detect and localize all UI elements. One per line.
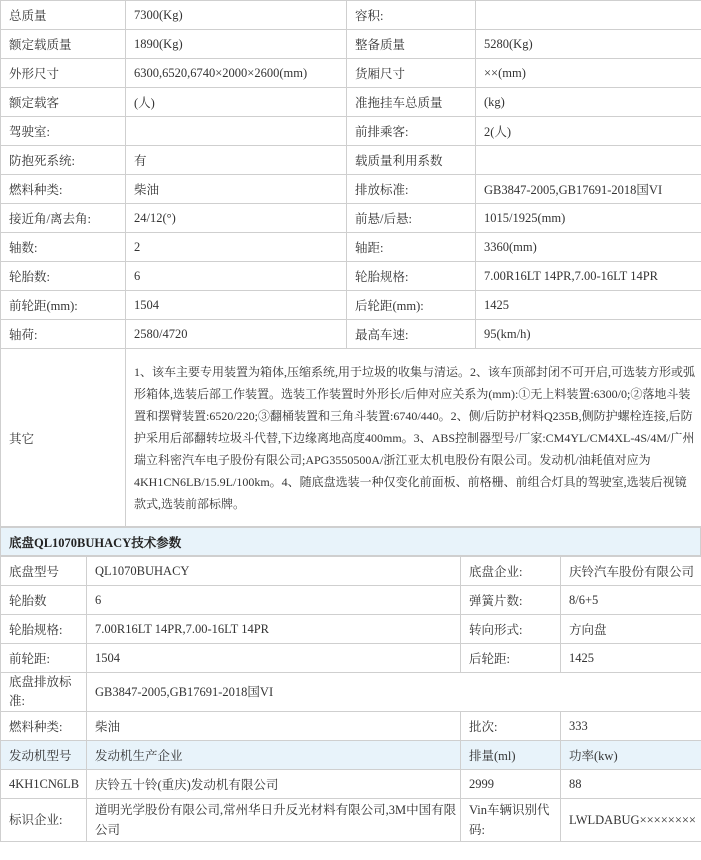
other-label: 其它 (1, 349, 126, 527)
engine-cell: 88 (561, 770, 701, 799)
spec-row (1, 291, 701, 320)
chassis-row (1, 712, 701, 741)
spec-label: 驾驶室: (1, 117, 126, 146)
spec-value: 7.00R16LT 14PR,7.00-16LT 14PR (476, 262, 701, 291)
chassis-label: 轮胎数 (1, 586, 87, 615)
engine-header-cell: 发动机型号 (1, 741, 87, 770)
spec-label: 载质量利用系数 (347, 146, 476, 175)
spec-label: 轴数: (1, 233, 126, 262)
spec-label: 容积: (347, 1, 476, 30)
chassis-label: 前轮距: (1, 644, 87, 673)
spec-value: 有 (126, 146, 347, 175)
spec-value: 柴油 (126, 175, 347, 204)
spec-row (1, 204, 701, 233)
spec-row (1, 59, 701, 88)
spec-label: 外形尺寸 (1, 59, 126, 88)
spec-label: 燃料种类: (1, 175, 126, 204)
spec-label: 总质量 (1, 1, 126, 30)
spec-row (1, 262, 701, 291)
spec-value: (人) (126, 88, 347, 117)
spec-label: 货厢尺寸 (347, 59, 476, 88)
engine-cell: 2999 (461, 770, 561, 799)
spec-label: 轴距: (347, 233, 476, 262)
engine-header-cell: 功率(kw) (561, 741, 701, 770)
chassis-value: 6 (87, 586, 461, 615)
spec-value: 5280(Kg) (476, 30, 701, 59)
spec-label: 防抱死系统: (1, 146, 126, 175)
spec-value: 3360(mm) (476, 233, 701, 262)
spec-label: 轮胎数: (1, 262, 126, 291)
chassis-row (1, 644, 701, 673)
chassis-label: 底盘排放标准: (1, 673, 87, 712)
spec-value: 2 (126, 233, 347, 262)
spec-value: 2(人) (476, 117, 701, 146)
spec-row (1, 117, 701, 146)
spec-label: 轴荷: (1, 320, 126, 349)
spec-value: 7300(Kg) (126, 1, 347, 30)
spec-value: 2580/4720 (126, 320, 347, 349)
chassis-label: 批次: (461, 712, 561, 741)
spec-row (1, 175, 701, 204)
chassis-value: 7.00R16LT 14PR,7.00-16LT 14PR (87, 615, 461, 644)
spec-row (1, 146, 701, 175)
spec-value: 1504 (126, 291, 347, 320)
chassis-value: 1504 (87, 644, 461, 673)
spec-label: 轮胎规格: (347, 262, 476, 291)
chassis-title: 底盘QL1070BUHACY技术参数 (1, 528, 701, 556)
chassis-row (1, 586, 701, 615)
spec-label: 额定载客 (1, 88, 126, 117)
other-text: 1、该车主要专用装置为箱体,压缩系统,用于垃圾的收集与清运。2、该车顶部封闭不可开启,可选装方形或弧形箱体,选装后部工作装置。选装工作装置时外形长/后伸对应关系为(mm):①无上料装置:6300/0;②落地斗装置和摆臂装置:6520/220;③翻桶装置和三角斗装置:6740/440。2、侧/后防护材料Q235B,侧防护螺栓连接,后防护采用后部翻转垃圾斗代替,下边缘离地高度400mm。3、ABS控制器型号/厂家:CM4YL/CM4XL-4S/4M/广州瑞立科密汽车电子股份有限公司;APG3550500A/浙江亚太机电股份有限公司。发动机/油耗值对应为4KH1CN6LB/15.9L/100km。4、随底盘选装一种仅变化前面板、前格栅、前组合灯具的驾驶室,选装后视镜款式,选装前部标牌。 (126, 349, 701, 527)
spec-value: 1015/1925(mm) (476, 204, 701, 233)
chassis-label: 轮胎规格: (1, 615, 87, 644)
chassis-row (1, 673, 701, 712)
chassis-label: 燃料种类: (1, 712, 87, 741)
spec-label: 准拖挂车总质量 (347, 88, 476, 117)
spec-label: 整备质量 (347, 30, 476, 59)
chassis-row (1, 615, 701, 644)
spec-label: 前排乘客: (347, 117, 476, 146)
spec-label: 额定载质量 (1, 30, 126, 59)
spec-value: 1890(Kg) (126, 30, 347, 59)
spec-value (476, 1, 701, 30)
chassis-label: 底盘企业: (461, 557, 561, 586)
engine-header-cell: 排量(ml) (461, 741, 561, 770)
spec-row (1, 30, 701, 59)
engine-row (1, 770, 701, 799)
chassis-value: 柴油 (87, 712, 461, 741)
chassis-value: 方向盘 (561, 615, 701, 644)
engine-cell: 4KH1CN6LB (1, 770, 87, 799)
spec-label: 前悬/后悬: (347, 204, 476, 233)
spec-label: 前轮距(mm): (1, 291, 126, 320)
id-cell: 道明光学股份有限公司,常州华日升反光材料有限公司,3M中国有限公司 (87, 799, 461, 842)
chassis-section-header (0, 527, 701, 556)
chassis-spec-table (0, 556, 701, 842)
spec-label: 排放标准: (347, 175, 476, 204)
spec-row (1, 320, 701, 349)
spec-value: 95(km/h) (476, 320, 701, 349)
chassis-value: 庆铃汽车股份有限公司 (561, 557, 701, 586)
spec-value: (kg) (476, 88, 701, 117)
spec-row (1, 1, 701, 30)
id-cell: 标识企业: (1, 799, 87, 842)
engine-cell: 庆铃五十铃(重庆)发动机有限公司 (87, 770, 461, 799)
spec-row (1, 233, 701, 262)
engine-header-cell: 发动机生产企业 (87, 741, 461, 770)
spec-label: 最高车速: (347, 320, 476, 349)
other-row (1, 349, 701, 527)
spec-value: 1425 (476, 291, 701, 320)
spec-value: ××(mm) (476, 59, 701, 88)
chassis-value: QL1070BUHACY (87, 557, 461, 586)
spec-value (126, 117, 347, 146)
chassis-label: 弹簧片数: (461, 586, 561, 615)
spec-value (476, 146, 701, 175)
spec-value: GB3847-2005,GB17691-2018国VI (476, 175, 701, 204)
id-cell: Vin车辆识别代码: (461, 799, 561, 842)
spec-value: 24/12(°) (126, 204, 347, 233)
spec-value: 6 (126, 262, 347, 291)
engine-header-row (1, 741, 701, 770)
spec-value: 6300,6520,6740×2000×2600(mm) (126, 59, 347, 88)
chassis-value: 333 (561, 712, 701, 741)
chassis-label: 转向形式: (461, 615, 561, 644)
spec-label: 后轮距(mm): (347, 291, 476, 320)
id-cell: LWLDABUG×××××××× (561, 799, 701, 842)
spec-row (1, 88, 701, 117)
chassis-row (1, 557, 701, 586)
chassis-label: 底盘型号 (1, 557, 87, 586)
chassis-value: GB3847-2005,GB17691-2018国VI (87, 673, 701, 712)
chassis-label: 后轮距: (461, 644, 561, 673)
chassis-value: 8/6+5 (561, 586, 701, 615)
spec-label: 接近角/离去角: (1, 204, 126, 233)
chassis-value: 1425 (561, 644, 701, 673)
id-row (1, 799, 701, 842)
